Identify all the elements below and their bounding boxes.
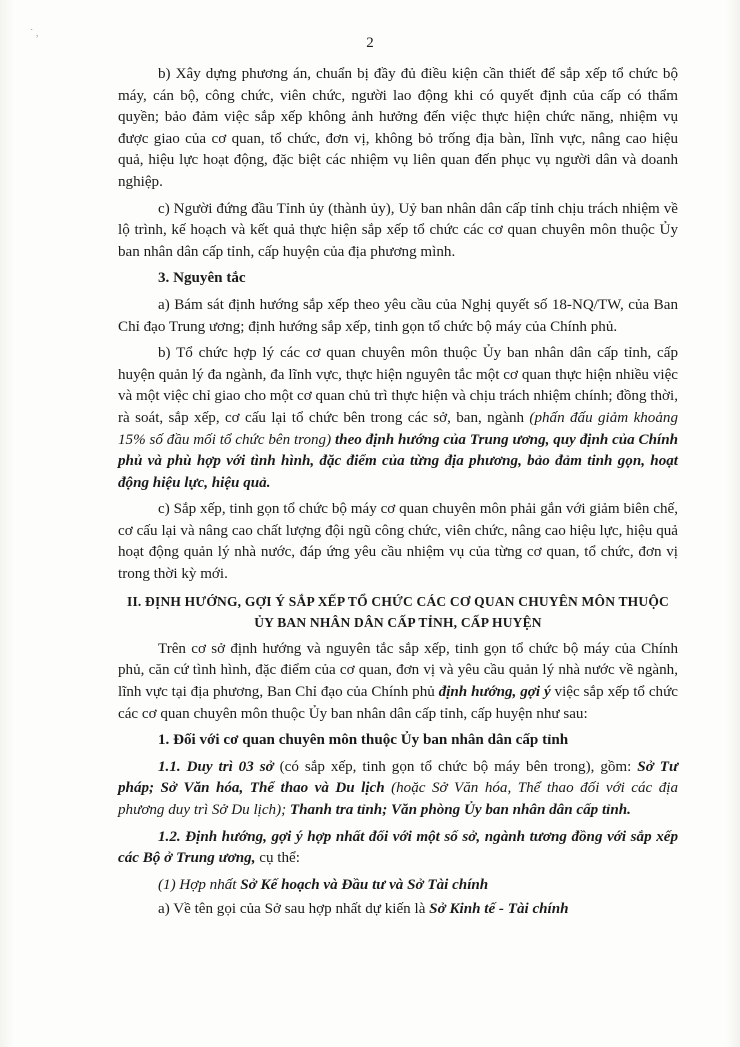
p12-bold: 1.2. Định hướng, gợi ý hợp nhất đối với một số sở, ngành tương đồng với sắp xếp các Bộ ở Trung ương,: [118, 828, 678, 867]
paragraph-item-1: [118, 875, 678, 897]
a-ve-ten-goi-plain: a) Về tên gọi của Sở sau hợp nhất dự kiến là: [158, 901, 430, 918]
heading-section-II: II. ĐỊNH HƯỚNG, GỢI Ý SẮP XẾP TỔ CHỨC CÁC CƠ QUAN CHUYÊN MÔN THUỘC ỦY BAN NHÂN DÂN CẤP TỈNH, CẤP HUYỆN: [127, 593, 669, 631]
document-body: [118, 64, 678, 926]
paragraph-b-xay-dung: b) Xây dựng phương án, chuẩn bị đầy đủ điều kiện cần thiết để sắp xếp tổ chức bộ máy, cán bộ, công chức, viên chức, người lao động khi có quyết định của cấp có thẩm quyền; bảo đảm việc sắp xếp không ảnh hưởng đến việc thực hiện chức năng, nhiệm vụ được giao của cơ quan, tổ chức, đơn vị, không bỏ trống địa bàn, lĩnh vực, nâng cao hiệu quả, hiệu lực hoạt động, đặc biệt các nhiệm vụ liên quan đến phục vụ người dân và doanh nghiệp.: [118, 66, 678, 190]
p11-bold3: Thanh tra tỉnh; Văn phòng Ủy ban nhân dân cấp tỉnh.: [289, 802, 631, 818]
heading-nguyen-tac: 3. Nguyên tắc: [158, 270, 246, 287]
paragraph-tren-co-so: [118, 639, 678, 725]
paragraph-a-bam-sat: a) Bám sát định hướng sắp xếp theo yêu cầu của Nghị quyết số 18-NQ/TW, của Ban Chỉ đạo Trung ương; định hướng sắp xếp, tinh gọn tổ chức bộ máy của Chính phủ.: [118, 296, 678, 335]
scan-speck: ˙ ,: [30, 28, 39, 39]
tren-co-so-bold: định hướng, gợi ý: [438, 684, 551, 701]
p11-bold: 1.1. Duy trì 03 sở: [158, 758, 274, 775]
a-ve-ten-goi-bold: Sở Kinh tế - Tài chính: [429, 901, 569, 918]
paragraph-c-sap-xep: c) Sắp xếp, tinh gọn tổ chức bộ máy cơ quan chuyên môn phải gắn với giảm biên chế, cơ cấu lại và nâng cao chất lượng đội ngũ công chức, viên chức, nâng cao hiệu lực, hiệu quả hoạt động quản lý nhà nước, đáp ứng yêu cầu nhiệm vụ của từng cơ quan, tổ chức, đơn vị trong thời kỳ mới.: [118, 501, 678, 583]
heading-doi-voi-cap-tinh: 1. Đối với cơ quan chuyên môn thuộc Ủy ban nhân dân cấp tỉnh: [158, 732, 569, 749]
item1-bold: Sở Kế hoạch và Đầu tư và Sở Tài chính: [240, 876, 489, 893]
p11-italic: (hoặc Sở Văn hóa, Thể thao đối với các địa phương duy trì Sở Du lịch);: [118, 780, 679, 818]
paragraph-1-2: [118, 827, 678, 870]
b-to-chuc-italic: (phấn đấu giảm khoảng 15% số đầu mối tổ chức bên trong): [118, 409, 678, 448]
b-to-chuc-start: b) Tổ chức hợp lý các cơ quan chuyên môn thuộc Ủy ban nhân dân cấp tỉnh, cấp huyện quản lý đa ngành, đa lĩnh vực, thực hiện nguyên tắc một cơ quan thực hiện nhiều việc và một việc chỉ giao cho một cơ quan chủ trì thực hiện và chịu trách nhiệm chính; đồng thời, rà soát, sắp xếp, cơ cấu lại tổ chức bên trong các sở, ban, ngành: [118, 345, 678, 426]
tren-co-so-start: Trên cơ sở định hướng và nguyên tắc sắp xếp, tinh gọn tổ chức bộ máy của Chính phủ, căn cứ tình hình, đặc điểm của cơ quan, đơn vị và yêu cầu quản lý nhà nước về ngành, lĩnh vực tại địa phương, Ban Chỉ đạo của Chính phủ: [118, 640, 678, 701]
p12-plain: cụ thể:: [255, 850, 300, 867]
item1-italic: (1) Hợp nhất: [158, 876, 241, 893]
paragraph-a-ve-ten-goi: [118, 899, 678, 921]
tren-co-so-end: việc sắp xếp tổ chức các cơ quan chuyên môn thuộc Ủy ban nhân dân cấp tỉnh, cấp huyện như sau:: [118, 684, 678, 722]
b-to-chuc-bold: theo định hướng của Trung ương, quy định của Chính phủ và phù hợp với tình hình, đặc điểm của từng địa phương, bảo đảm tinh gọn, hoạt động hiệu lực, hiệu quả.: [118, 431, 679, 491]
p11-bold2: Sở Tư pháp; Sở Văn hóa, Thể thao và Du lịch: [118, 758, 678, 797]
paragraph-b-to-chuc-hop-ly: [118, 343, 678, 494]
p11-plain: (có sắp xếp, tinh gọn tổ chức bộ máy bên trong), gồm:: [273, 758, 638, 775]
page-number: 2: [366, 35, 374, 51]
paragraph-1-1: [118, 757, 678, 822]
paragraph-c-nguoi-dung-dau: c) Người đứng đầu Tỉnh ủy (thành ủy), Uỷ ban nhân dân cấp tỉnh chịu trách nhiệm về lộ trình, kế hoạch và kết quả thực hiện sắp xếp tổ chức các cơ quan chuyên môn thuộc Ủy ban nhân dân cấp tỉnh, cấp huyện của địa phương mình.: [118, 200, 678, 260]
